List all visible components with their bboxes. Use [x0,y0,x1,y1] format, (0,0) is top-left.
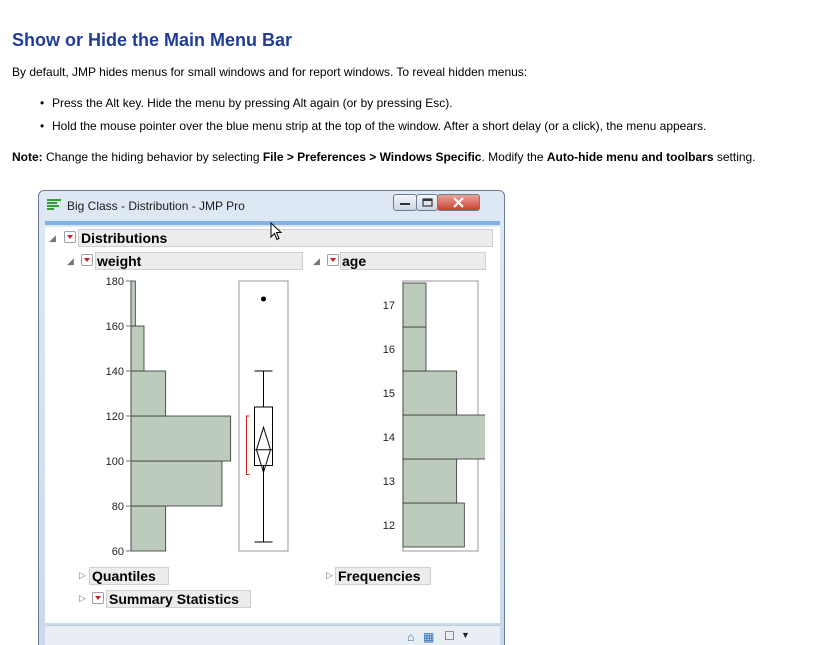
weight-histogram-chart [85,275,291,565]
outline-label: Summary Statistics [109,591,239,607]
y-tick-label: 160 [105,321,124,333]
y-tick-label: 12 [382,520,395,532]
y-tick-label: 60 [111,546,124,558]
outline-distributions[interactable] [78,229,493,247]
menu-path: File > Preferences > Windows Specific [262,150,482,164]
histogram-bar [131,506,166,551]
home-icon[interactable]: ⌂ [407,630,415,644]
red-triangle-menu[interactable] [64,231,76,243]
window-title: Big Class - Distribution - JMP Pro [67,199,245,213]
expand-triangle-icon[interactable]: ▷ [326,570,333,580]
mouse-pointer-icon [270,222,284,242]
outline-weight[interactable] [95,252,303,270]
collapse-triangle-icon[interactable]: ◢ [49,233,56,243]
histogram-bar [403,503,464,547]
quartile-box [255,407,273,466]
histogram-bar [131,461,222,506]
histogram-bar [131,371,166,416]
collapse-triangle-icon[interactable]: ◢ [313,256,320,266]
minimize-button[interactable] [393,194,417,211]
y-tick-label: 80 [111,501,124,513]
outline-label: Distributions [81,230,168,246]
checkbox-icon[interactable]: ☐ [444,629,455,643]
y-tick-label: 15 [382,388,395,400]
histogram-bar [403,459,457,503]
red-triangle-menu[interactable] [327,254,339,266]
y-tick-label: 140 [105,366,124,378]
close-button[interactable] [437,194,480,211]
y-tick-label: 13 [382,476,395,488]
intro-paragraph: By default, JMP hides menus for small windows and for report windows. To reveal hidden menus: [12,65,528,79]
outline-label: age [342,253,367,269]
outline-quantiles[interactable] [89,567,169,585]
note-label: Note: [12,150,43,164]
outline-age[interactable] [340,252,486,270]
list-item: • Press the Alt key. Hide the menu by pressing Alt again (or by pressing Esc). [40,96,706,119]
histogram-bar [131,326,144,371]
status-bar [45,625,500,645]
page-title: Show or Hide the Main Menu Bar [12,30,293,50]
y-tick-label: 14 [382,432,395,444]
maximize-icon [417,195,437,210]
close-icon [438,195,479,210]
outlier-point [261,297,266,302]
list-item: • Hold the mouse pointer over the blue menu strip at the top of the window. After a short delay (or a click), the menu appears. [40,119,706,142]
y-tick-label: 16 [382,344,395,356]
red-triangle-menu[interactable] [92,592,104,604]
jmp-window [38,190,505,645]
minimize-icon [394,195,416,210]
dropdown-arrow-icon[interactable]: ▼ [461,630,470,640]
outline-label: weight [97,253,142,269]
age-histogram-chart [335,275,485,565]
y-tick-label: 17 [382,300,395,312]
y-tick-label: 180 [105,276,124,288]
histogram-bar [131,416,231,461]
report-area [45,227,500,623]
note-text: Change the hiding behavior by selecting [42,150,263,164]
note-text: . Modify the [481,150,547,164]
outline-frequencies[interactable] [335,567,431,585]
histogram-bar [403,283,426,327]
expand-triangle-icon[interactable]: ▷ [79,593,86,603]
histogram-bar [131,281,135,326]
table-icon[interactable]: ▦ [423,630,435,644]
histogram-bar [403,415,485,459]
outline-summary-statistics[interactable] [106,590,251,608]
histogram-bar [403,371,457,415]
outline-label: Quantiles [92,568,156,584]
bullet-list [40,96,706,142]
y-tick-label: 100 [105,456,124,468]
note-paragraph [12,150,756,164]
jmp-app-icon [47,199,61,211]
setting-name: Auto-hide menu and toolbars [546,150,714,164]
outline-label: Frequencies [338,568,421,584]
y-tick-label: 120 [105,411,124,423]
expand-triangle-icon[interactable]: ▷ [79,570,86,580]
title-bar[interactable] [39,191,504,221]
maximize-button[interactable] [416,194,438,211]
histogram-bar [403,327,426,371]
note-text: setting. [713,150,756,164]
collapse-triangle-icon[interactable]: ◢ [67,256,74,266]
red-triangle-menu[interactable] [81,254,93,266]
